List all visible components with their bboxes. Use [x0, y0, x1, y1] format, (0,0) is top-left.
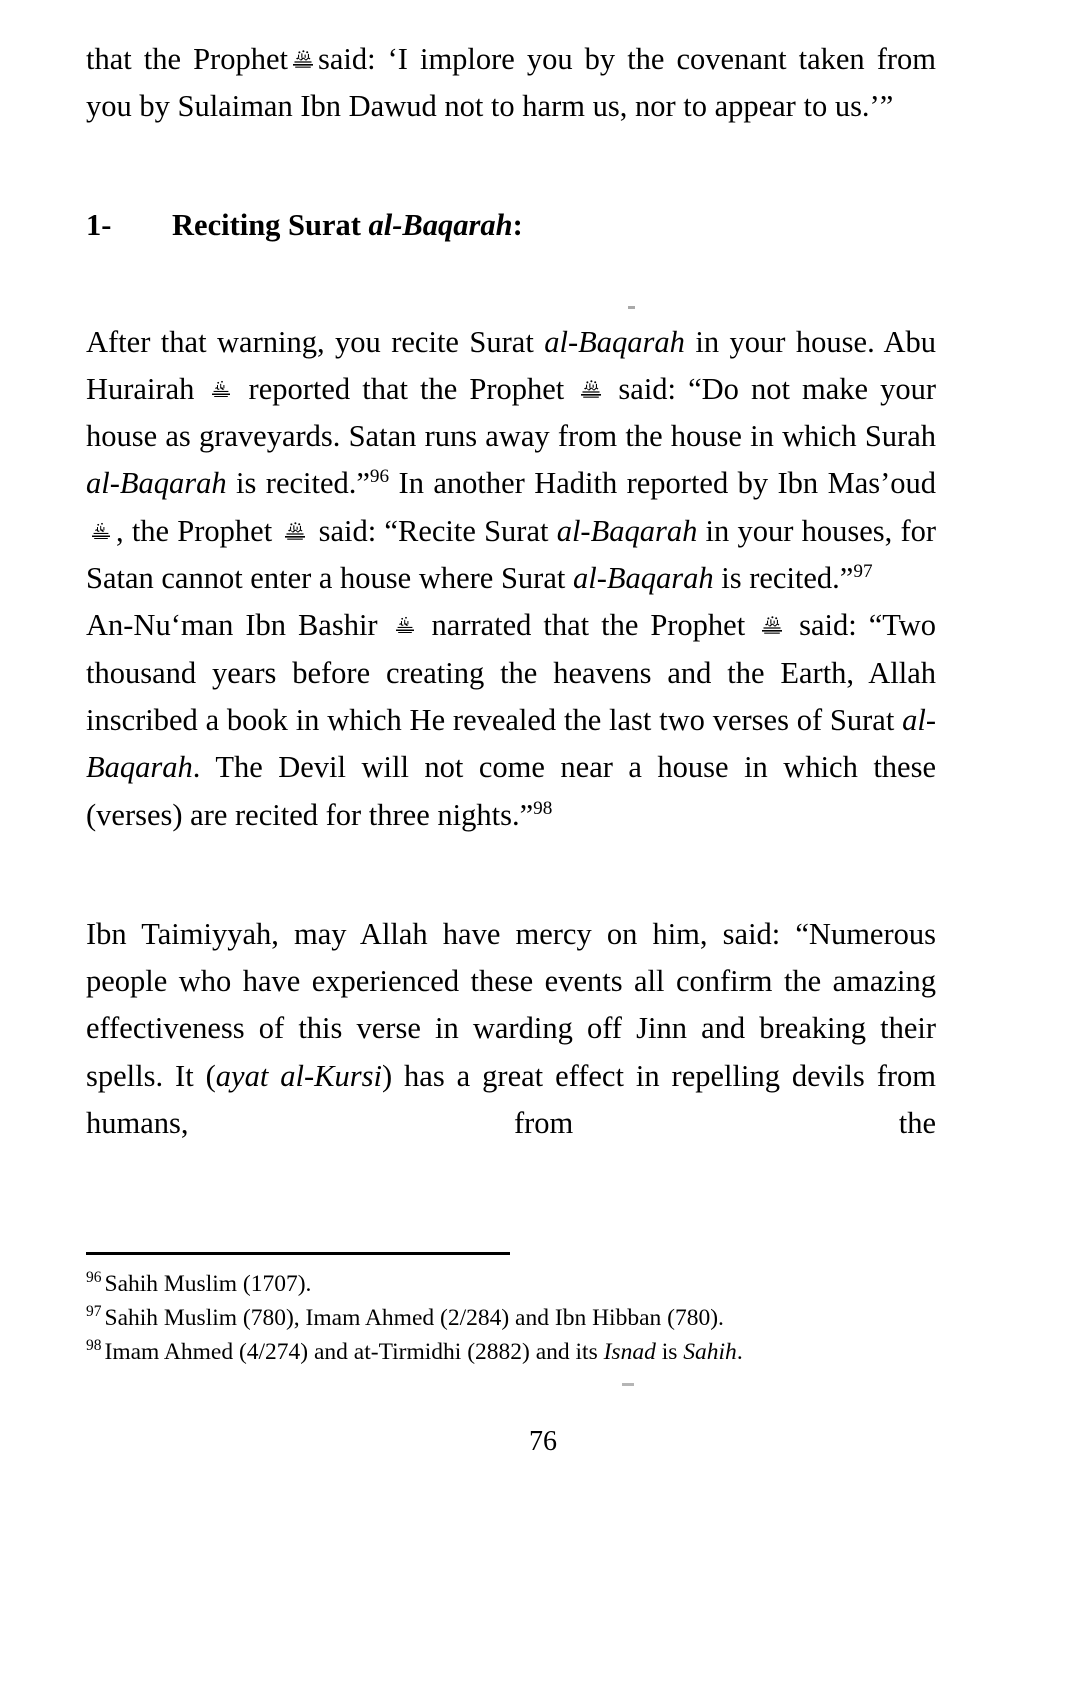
p2-i2: al-Baqarah	[86, 466, 227, 501]
page-content	[86, 36, 936, 1147]
p3-s1: An-Nu‘man Ibn Bashir	[86, 608, 378, 643]
footnote-96	[86, 1267, 936, 1301]
heading-text-plain: Reciting Surat	[172, 207, 361, 242]
paragraph-ibn-taimiyyah	[86, 911, 936, 1147]
footnote-section	[86, 1252, 936, 1369]
footnote-98-italic-isnad: Isnad	[603, 1339, 656, 1365]
section-heading	[86, 203, 936, 247]
spacer-before-heading	[86, 131, 936, 203]
paragraph-reciting-baqarah	[86, 319, 936, 603]
honorific-prophet-icon	[290, 47, 316, 73]
paragraph-opening	[86, 36, 936, 131]
footnote-ref-96[interactable]: 96	[369, 466, 390, 488]
p4-i1: ayat al-Kursi	[215, 1058, 382, 1093]
footnote-96-text: Sahih Muslim (1707).	[104, 1271, 312, 1297]
p2-i1: al-Baqarah	[544, 324, 685, 359]
p2-s2: in your house. Abu Hurairah	[86, 324, 937, 406]
p2-i3: al-Baqarah	[556, 513, 698, 548]
p2-s10: is recited.”	[721, 561, 854, 596]
paragraph-annuman-hadith	[86, 602, 936, 838]
p2-s8: said: “Recite Surat	[318, 513, 549, 548]
heading-number: 1-	[86, 207, 112, 242]
p2-s5: is recited.”	[236, 466, 370, 501]
footnote-98-italic-sahih: Sahih	[683, 1339, 737, 1365]
footnote-separator-rule	[86, 1252, 510, 1255]
honorific-companion-icon	[208, 377, 234, 403]
heading-colon: :	[512, 207, 523, 242]
footnote-ref-98[interactable]: 98	[533, 797, 553, 819]
p2-s7: , the Prophet	[116, 513, 273, 548]
footnote-98-marker: 98	[86, 1337, 102, 1355]
honorific-companion-icon-2	[88, 519, 114, 545]
p2-i4: al-Baqarah	[572, 561, 714, 596]
p2-s3: reported that the Prophet	[248, 371, 565, 406]
p3-s2: narrated that the Prophet	[431, 608, 746, 643]
opening-text-before: that the Prophet	[86, 42, 288, 76]
honorific-prophet-icon-4	[759, 613, 785, 639]
p2-s6: In another Hadith reported by Ibn Mas’oud	[398, 466, 937, 501]
p4-s1: Ibn Taimiyyah, may Allah have mercy on him, said: “Numerous people who have experienced these events all confirm the amazing effectiveness of this verse in warding off Jinn and breaking their spells. It (	[86, 916, 936, 1093]
footnote-97	[86, 1301, 936, 1335]
p3-s4: . The Devil will not come near a house in which these (verses) are recited for three nights.”	[86, 750, 936, 832]
honorific-companion-icon-3	[392, 613, 418, 639]
footnote-96-marker: 96	[86, 1269, 102, 1287]
honorific-prophet-icon-2	[578, 377, 604, 403]
p3-i1: al-Baqarah	[86, 702, 936, 785]
opening-text-after: said: ‘I implore you by the covenant taken from you by Sulaiman Ibn Dawud not to harm us, nor to appear to us.’”	[86, 42, 936, 124]
honorific-prophet-icon-3	[282, 519, 308, 545]
p2-s4: said: “Do not make your house as graveyards. Satan runs away from the house in which Surah	[86, 371, 937, 454]
p2-s9: in your houses, for Satan cannot enter a house where Surat	[86, 513, 937, 596]
page-number: 76	[529, 1426, 557, 1457]
footnote-98-pre: Imam Ahmed (4/274) and at-Tirmidhi (2882) and its	[104, 1339, 604, 1365]
scan-artifact-mark-lower	[622, 1383, 634, 1386]
footnote-98-mid: is	[655, 1339, 684, 1365]
heading-text-italic: al-Baqarah	[368, 207, 513, 242]
p2-s1: After that warning, you recite Surat	[86, 324, 534, 359]
spacer-before-taimiyyah	[86, 839, 936, 911]
footnote-97-text: Sahih Muslim (780), Imam Ahmed (2/284) and Ibn Hibban (780).	[104, 1305, 724, 1331]
footnote-97-marker: 97	[86, 1303, 102, 1321]
p3-s3: said: “Two thousand years before creating the heavens and the Earth, Allah inscribed a book in which He revealed the last two verses of Surat	[86, 608, 937, 737]
p4-s2: ) has a great effect in repelling devils from humans, from the	[86, 1058, 936, 1141]
footnote-98-post: .	[736, 1339, 743, 1365]
footnote-98	[86, 1335, 936, 1369]
spacer-after-heading	[86, 247, 936, 319]
footnote-ref-97[interactable]: 97	[853, 560, 873, 582]
